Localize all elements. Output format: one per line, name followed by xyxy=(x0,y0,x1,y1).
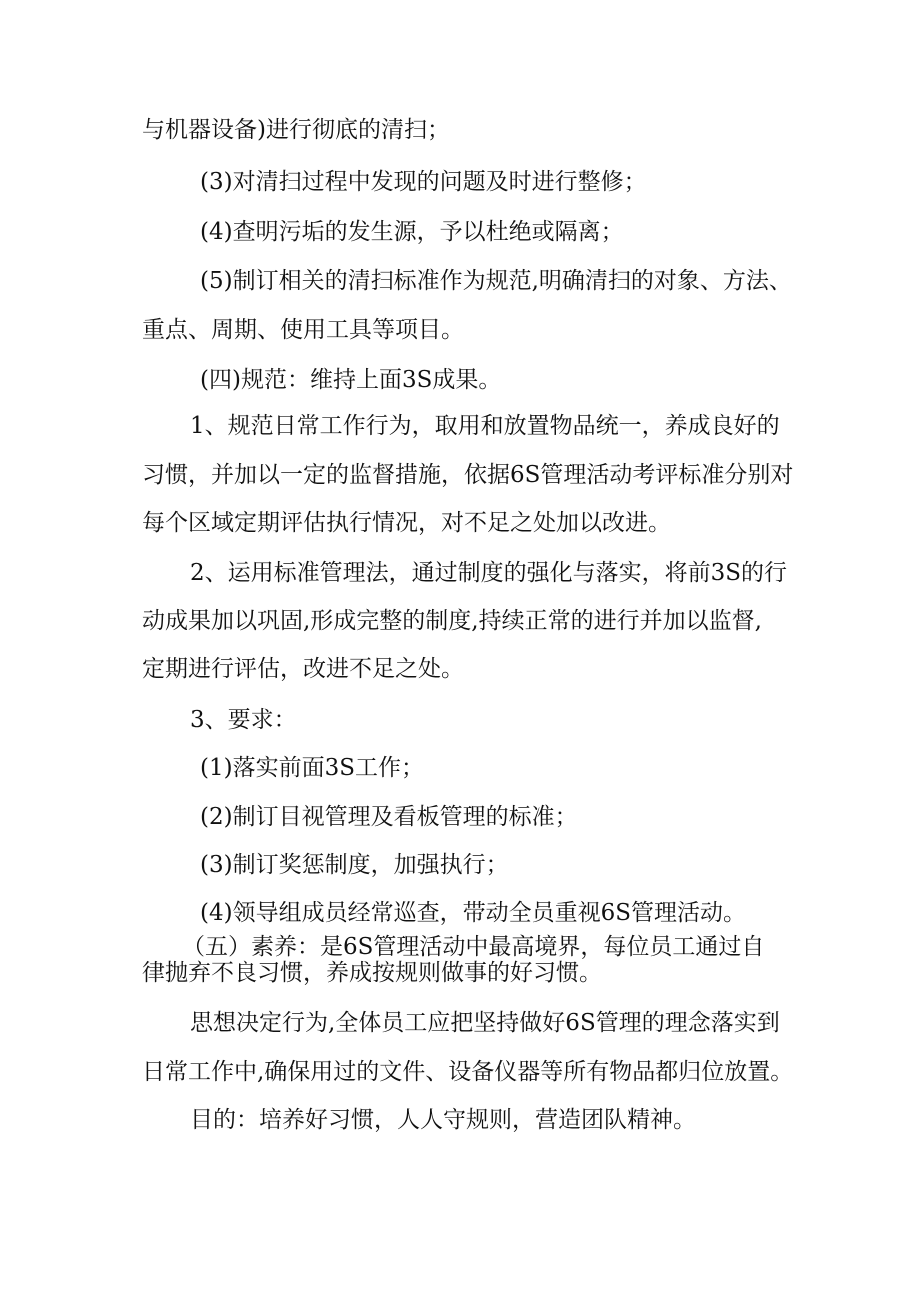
paragraph-line: 习惯，并加以一定的监督措施，依据6S管理活动考评标准分别对 xyxy=(142,462,794,488)
subheading-requirements: 3、要求： xyxy=(190,707,297,733)
paragraph-line: 与机器设备)进行彻底的清扫； xyxy=(142,117,450,143)
paragraph-line: 2、运用标准管理法，通过制度的强化与落实，将前3S的行 xyxy=(190,560,788,586)
paragraph-line: 目的：培养好习惯，人人守规则，营造团队精神。 xyxy=(190,1107,696,1133)
list-item-2: (2)制订目视管理及看板管理的标准； xyxy=(200,804,578,830)
list-item-4: (4)领导组成员经常巡查，带动全员重视6S管理活动。 xyxy=(200,900,746,926)
paragraph-line: 律抛弃不良习惯，养成按规则做事的好习惯。 xyxy=(142,960,602,986)
list-item-5: (5)制订相关的清扫标准作为规范,明确清扫的对象、方法、 xyxy=(200,268,792,294)
list-item-3: (3)制订奖惩制度，加强执行； xyxy=(200,852,509,878)
list-item-3: (3)对清扫过程中发现的问题及时进行整修； xyxy=(200,169,647,195)
list-item-4: (4)查明污垢的发生源，予以杜绝或隔离； xyxy=(200,219,624,245)
paragraph-line: 动成果加以巩固,形成完整的制度,持续正常的进行并加以监督, xyxy=(142,608,762,634)
paragraph-line: 思想决定行为,全体员工应把坚持做好6S管理的理念落实到 xyxy=(190,1010,780,1036)
paragraph-line: 1、规范日常工作行为，取用和放置物品统一，养成良好的 xyxy=(190,413,780,439)
section-heading-4: (四)规范：维持上面3S成果。 xyxy=(200,367,502,393)
paragraph-line: 日常工作中,确保用过的文件、设备仪器等所有物品都归位放置。 xyxy=(142,1059,794,1085)
section-heading-5: （五）素养：是6S管理活动中最高境界，每位员工通过自 xyxy=(182,934,765,960)
list-item-1: (1)落实前面3S工作； xyxy=(200,755,424,781)
paragraph-line: 每个区域定期评估执行情况，对不足之处加以改进。 xyxy=(142,510,671,536)
paragraph-line: 定期进行评估，改进不足之处。 xyxy=(142,656,464,682)
paragraph-line: 重点、周期、使用工具等项目。 xyxy=(142,317,464,343)
